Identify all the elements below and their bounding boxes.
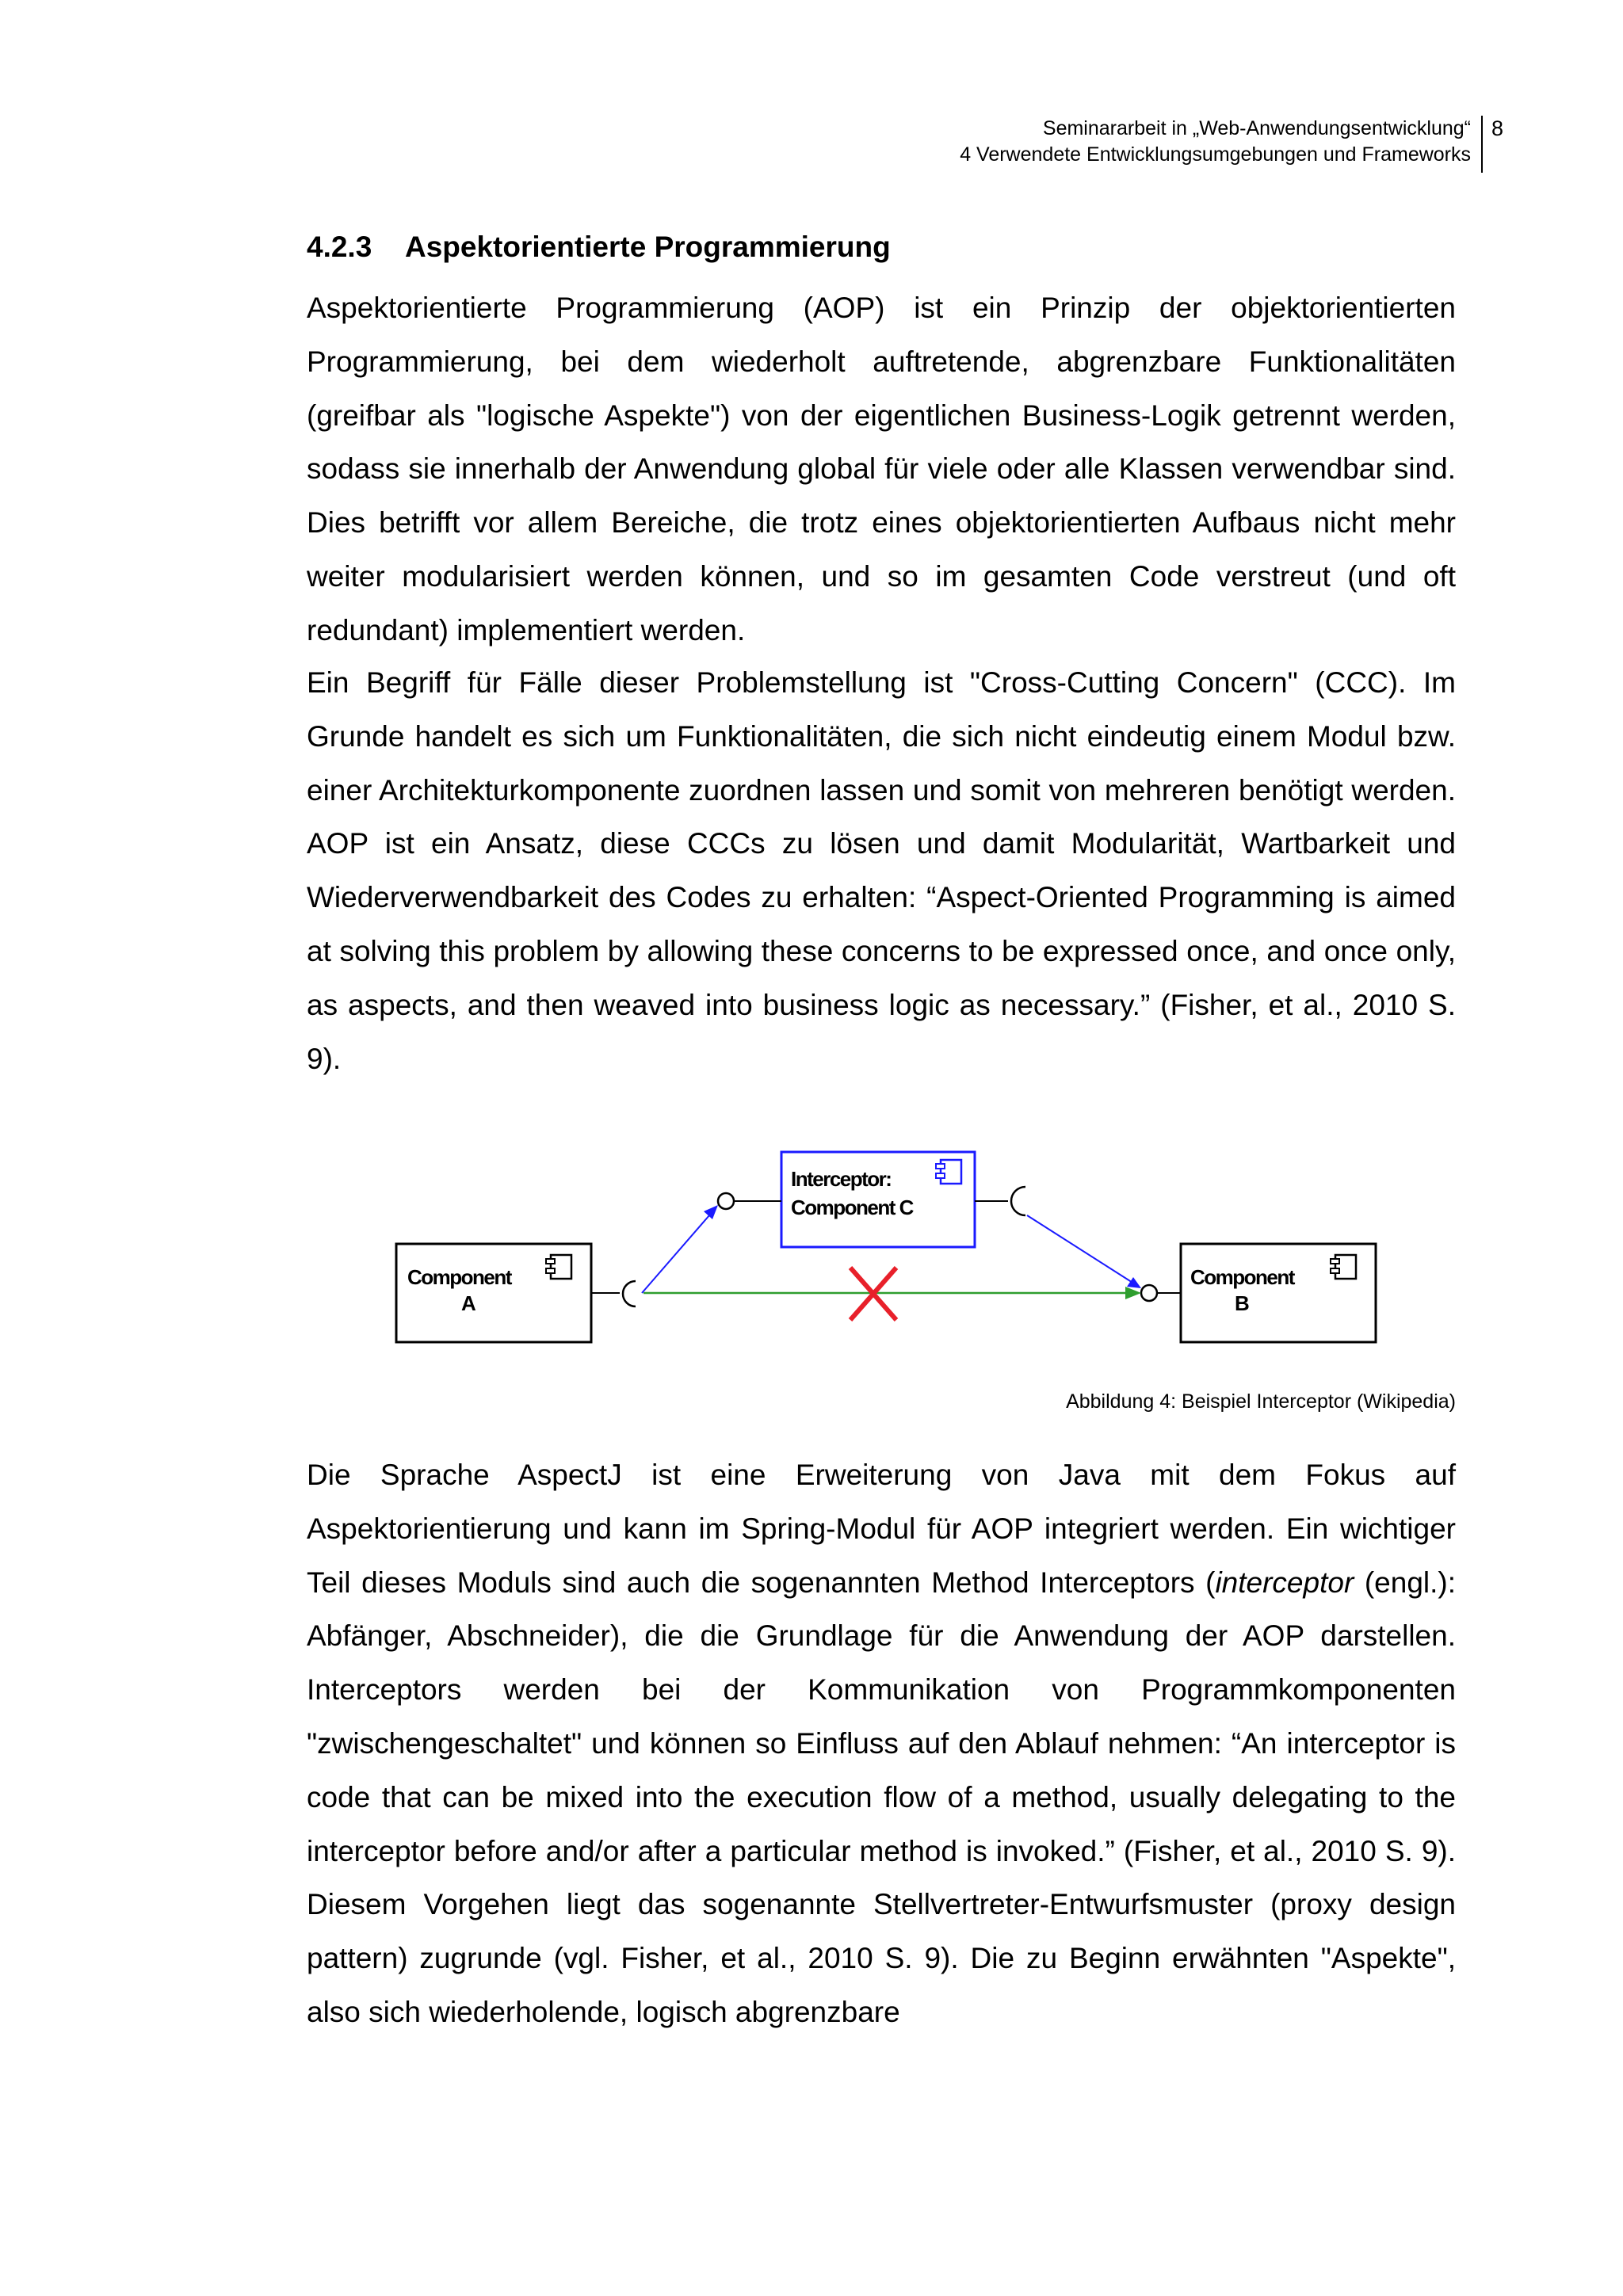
section-title: Aspektorientierte Programmierung: [405, 231, 891, 263]
dependency-interceptor-to-b: [1027, 1215, 1136, 1285]
emphasized-term: interceptor: [1215, 1566, 1354, 1599]
paragraph-aspectj-interceptors: [307, 1448, 1456, 2039]
paragraph-text: Die Sprache AspectJ ist eine Erweiterung von Java mit dem Fokus auf Aspektorientierung und kann im Spring-Modul für AOP integriert werden. Ein wichtiger Teil dieses Moduls sind auch die sogenannten Method Interceptors (: [307, 1459, 1456, 1599]
header-divider: [1481, 116, 1483, 173]
paragraph-cross-cutting-concern: Ein Begriff für Fälle dieser Problemstellung ist "Cross-Cutting Concern" (CCC). Im Grunde handelt es sich um Funktionalitäten, die sich nicht eindeutig einem Modul bzw. einer Architekturkomponente zuordnen lassen und somit von mehreren benötigt werden. AOP ist ein Ansatz, diese CCCs zu lösen und damit Modularität, Wartbarkeit und Wiederverwendbarkeit des Codes zu erhalten: “Aspect-Oriented Programming is aimed at solving this problem by allowing these concerns to be expressed once, and once only, as aspects, and then weaved into business logic as necessary.” (Fisher, et al., 2010 S. 9).: [307, 666, 1456, 1075]
component-a-box: [396, 1244, 591, 1342]
component-b-box: [1181, 1244, 1376, 1342]
component-b-lollipop: [1141, 1285, 1157, 1301]
section-number: 4.2.3: [307, 231, 372, 263]
paragraph-aop-definition: Aspektorientierte Programmierung (AOP) ist ein Prinzip der objektorientierten Programmierung, bei dem wiederholt auftretende, abgrenzbare Funktionalitäten (greifbar als "logische Aspekte") von der eigentlichen Business-Logik getrennt werden, sodass sie innerhalb der Anwendung global für viele oder alle Klassen verwendbar sind. Dies betrifft vor allem Bereiche, die trotz eines objektorientierten Aufbaus nicht mehr weiter modularisiert werden können, und so im gesamten Code verstreut (und oft redundant) implementiert werden.: [307, 292, 1456, 646]
header-chapter: 4 Verwendete Entwicklungsumgebungen und Frameworks: [960, 143, 1471, 166]
arrowhead: [1127, 1277, 1141, 1288]
component-b-letter: B: [1235, 1291, 1249, 1315]
dependency-a-to-interceptor: [642, 1209, 715, 1293]
interceptor-label: Interceptor:: [791, 1167, 892, 1191]
page-number: 8: [1491, 116, 1504, 140]
component-a-socket: [623, 1281, 636, 1306]
component-a-label: Component: [407, 1265, 511, 1289]
interceptor-sublabel: Component C: [791, 1196, 913, 1219]
header-title: Seminararbeit in „Web-Anwendungsentwicklung“: [1042, 117, 1471, 139]
arrowhead: [704, 1205, 718, 1219]
paragraph-text: (engl.): Abfänger, Abschneider), die die Grundlage für die Anwendung der AOP darstellen. Interceptors werden bei der Kommunikation von Programmkomponenten "zwischengeschaltet" und können so Einfluss auf den Ablauf nehmen: “An interceptor is code that can be mixed into the execution flow of a method, usually delegating to the interceptor before and/or after a particular method is invoked.” (Fisher, et al., 2010 S. 9). Diesem Vorgehen liegt das sogenannte Stellvertreter-Entwurfsmuster (proxy design pattern) zugrunde (vgl. Fisher, et al., 2010 S. 9). Die zu Beginn erwähnten "Aspekte", also sich wiederholende, logisch abgrenzbare: [307, 1566, 1456, 2028]
running-header: [441, 116, 1471, 168]
interceptor-diagram: [388, 1133, 1387, 1363]
interceptor-socket: [1011, 1187, 1025, 1215]
component-a-letter: A: [461, 1291, 475, 1315]
figure-caption: Abbildung 4: Beispiel Interceptor (Wikipedia): [1066, 1390, 1456, 1413]
arrowhead: [1125, 1287, 1141, 1299]
component-b-label: Component: [1190, 1265, 1294, 1289]
interceptor-lollipop: [718, 1193, 734, 1209]
section-heading: [307, 228, 891, 266]
